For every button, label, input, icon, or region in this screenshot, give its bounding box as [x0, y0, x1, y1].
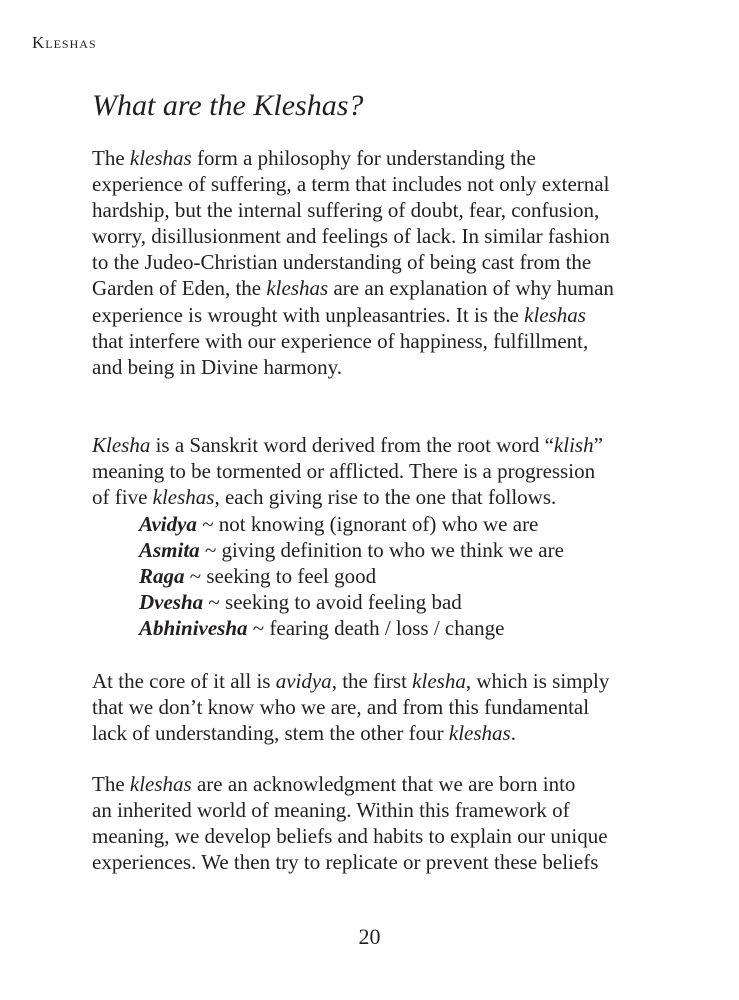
list-item	[139, 615, 699, 641]
text-run: are an acknowledgment that we are born into	[191, 772, 576, 796]
text-run: form a philosophy for understanding the	[191, 146, 536, 170]
page-number: 20	[358, 924, 381, 949]
text-run: , each giving rise to the one that follows.	[214, 485, 557, 510]
paragraph-line: experience of suffering, a term that includes not only external	[92, 172, 610, 197]
paragraph-line: meaning to be tormented or afflicted. There is a progression	[92, 459, 596, 484]
paragraph-line: experiences. We then try to replicate or prevent these beliefs	[92, 850, 599, 875]
text-run: is a Sanskrit word derived from the root word “	[150, 433, 554, 457]
italic-term: klish	[553, 433, 594, 457]
text-run: , the first	[331, 669, 413, 693]
paragraph-line	[92, 275, 652, 301]
italic-term: kleshas	[266, 276, 329, 301]
text-run: ”	[593, 433, 603, 457]
italic-term: kleshas	[152, 485, 215, 510]
italic-term: klesha	[412, 669, 466, 693]
text-run: , which is simply	[465, 669, 610, 693]
paragraph-line: that interfere with our experience of happiness, fulfillment,	[92, 328, 589, 353]
kleshas-list	[139, 511, 699, 641]
klesha-description: ~ seeking to avoid feeling bad	[203, 590, 462, 615]
paragraph-line: an inherited world of meaning. Within this framework of	[92, 798, 570, 823]
italic-term: kleshas	[129, 772, 192, 796]
paragraph-line: hardship, but the internal suffering of doubt, fear, confusion,	[92, 198, 600, 223]
text-run: of five	[92, 485, 153, 510]
paragraph-line	[92, 720, 652, 746]
italic-term: kleshas	[129, 146, 192, 170]
italic-term: avidya	[275, 669, 332, 693]
list-item	[139, 589, 699, 615]
klesha-term: Raga	[139, 564, 185, 589]
text-run: Garden of Eden, the	[92, 276, 267, 301]
klesha-description: ~ not knowing (ignorant of) who we are	[196, 512, 539, 536]
text-run: lack of understanding, stem the other four	[92, 721, 449, 746]
text-run: The	[92, 772, 130, 796]
paragraph-line: and being in Divine harmony.	[92, 354, 343, 379]
paragraph-2	[92, 432, 652, 510]
section-heading: What are the Kleshas?	[92, 89, 364, 122]
paragraph-line: worry, disillusionment and feelings of lack. In similar fashion	[92, 224, 610, 249]
list-item	[139, 537, 699, 563]
list-item	[139, 563, 699, 589]
paragraph-3	[92, 668, 652, 746]
text-run: .	[510, 721, 516, 746]
klesha-term: Abhinivesha	[139, 616, 248, 641]
paragraph-4	[92, 771, 652, 875]
klesha-term: Asmita	[139, 538, 200, 563]
text-run: At the core of it all is	[92, 669, 276, 693]
text-run: experience is wrought with unpleasantries. It is the	[92, 302, 525, 327]
text-run: are an explanation of why human	[328, 276, 614, 301]
paragraph-line	[92, 302, 652, 328]
paragraph-line: meaning, we develop beliefs and habits to explain our unique	[92, 824, 608, 849]
list-item	[139, 511, 699, 537]
klesha-term: Avidya	[139, 512, 197, 536]
paragraph-1	[92, 145, 652, 380]
running-head: Kleshas	[32, 33, 97, 52]
paragraph-line: to the Judeo-Christian understanding of being cast from the	[92, 250, 592, 275]
paragraph-line	[92, 484, 652, 510]
paragraph-line	[92, 145, 652, 171]
text-run: The	[92, 146, 130, 170]
klesha-description: ~ fearing death / loss / change	[247, 616, 505, 641]
italic-term: Klesha	[92, 433, 151, 457]
italic-term: kleshas	[524, 302, 586, 327]
klesha-term: Dvesha	[139, 590, 204, 615]
klesha-description: ~ seeking to feel good	[184, 564, 377, 589]
italic-term: kleshas	[448, 721, 511, 746]
paragraph-line	[92, 432, 652, 458]
klesha-description: ~ giving definition to who we think we are	[199, 538, 564, 563]
paragraph-line: that we don’t know who we are, and from this fundamental	[92, 695, 590, 720]
paragraph-line	[92, 771, 652, 797]
paragraph-line	[92, 668, 652, 694]
